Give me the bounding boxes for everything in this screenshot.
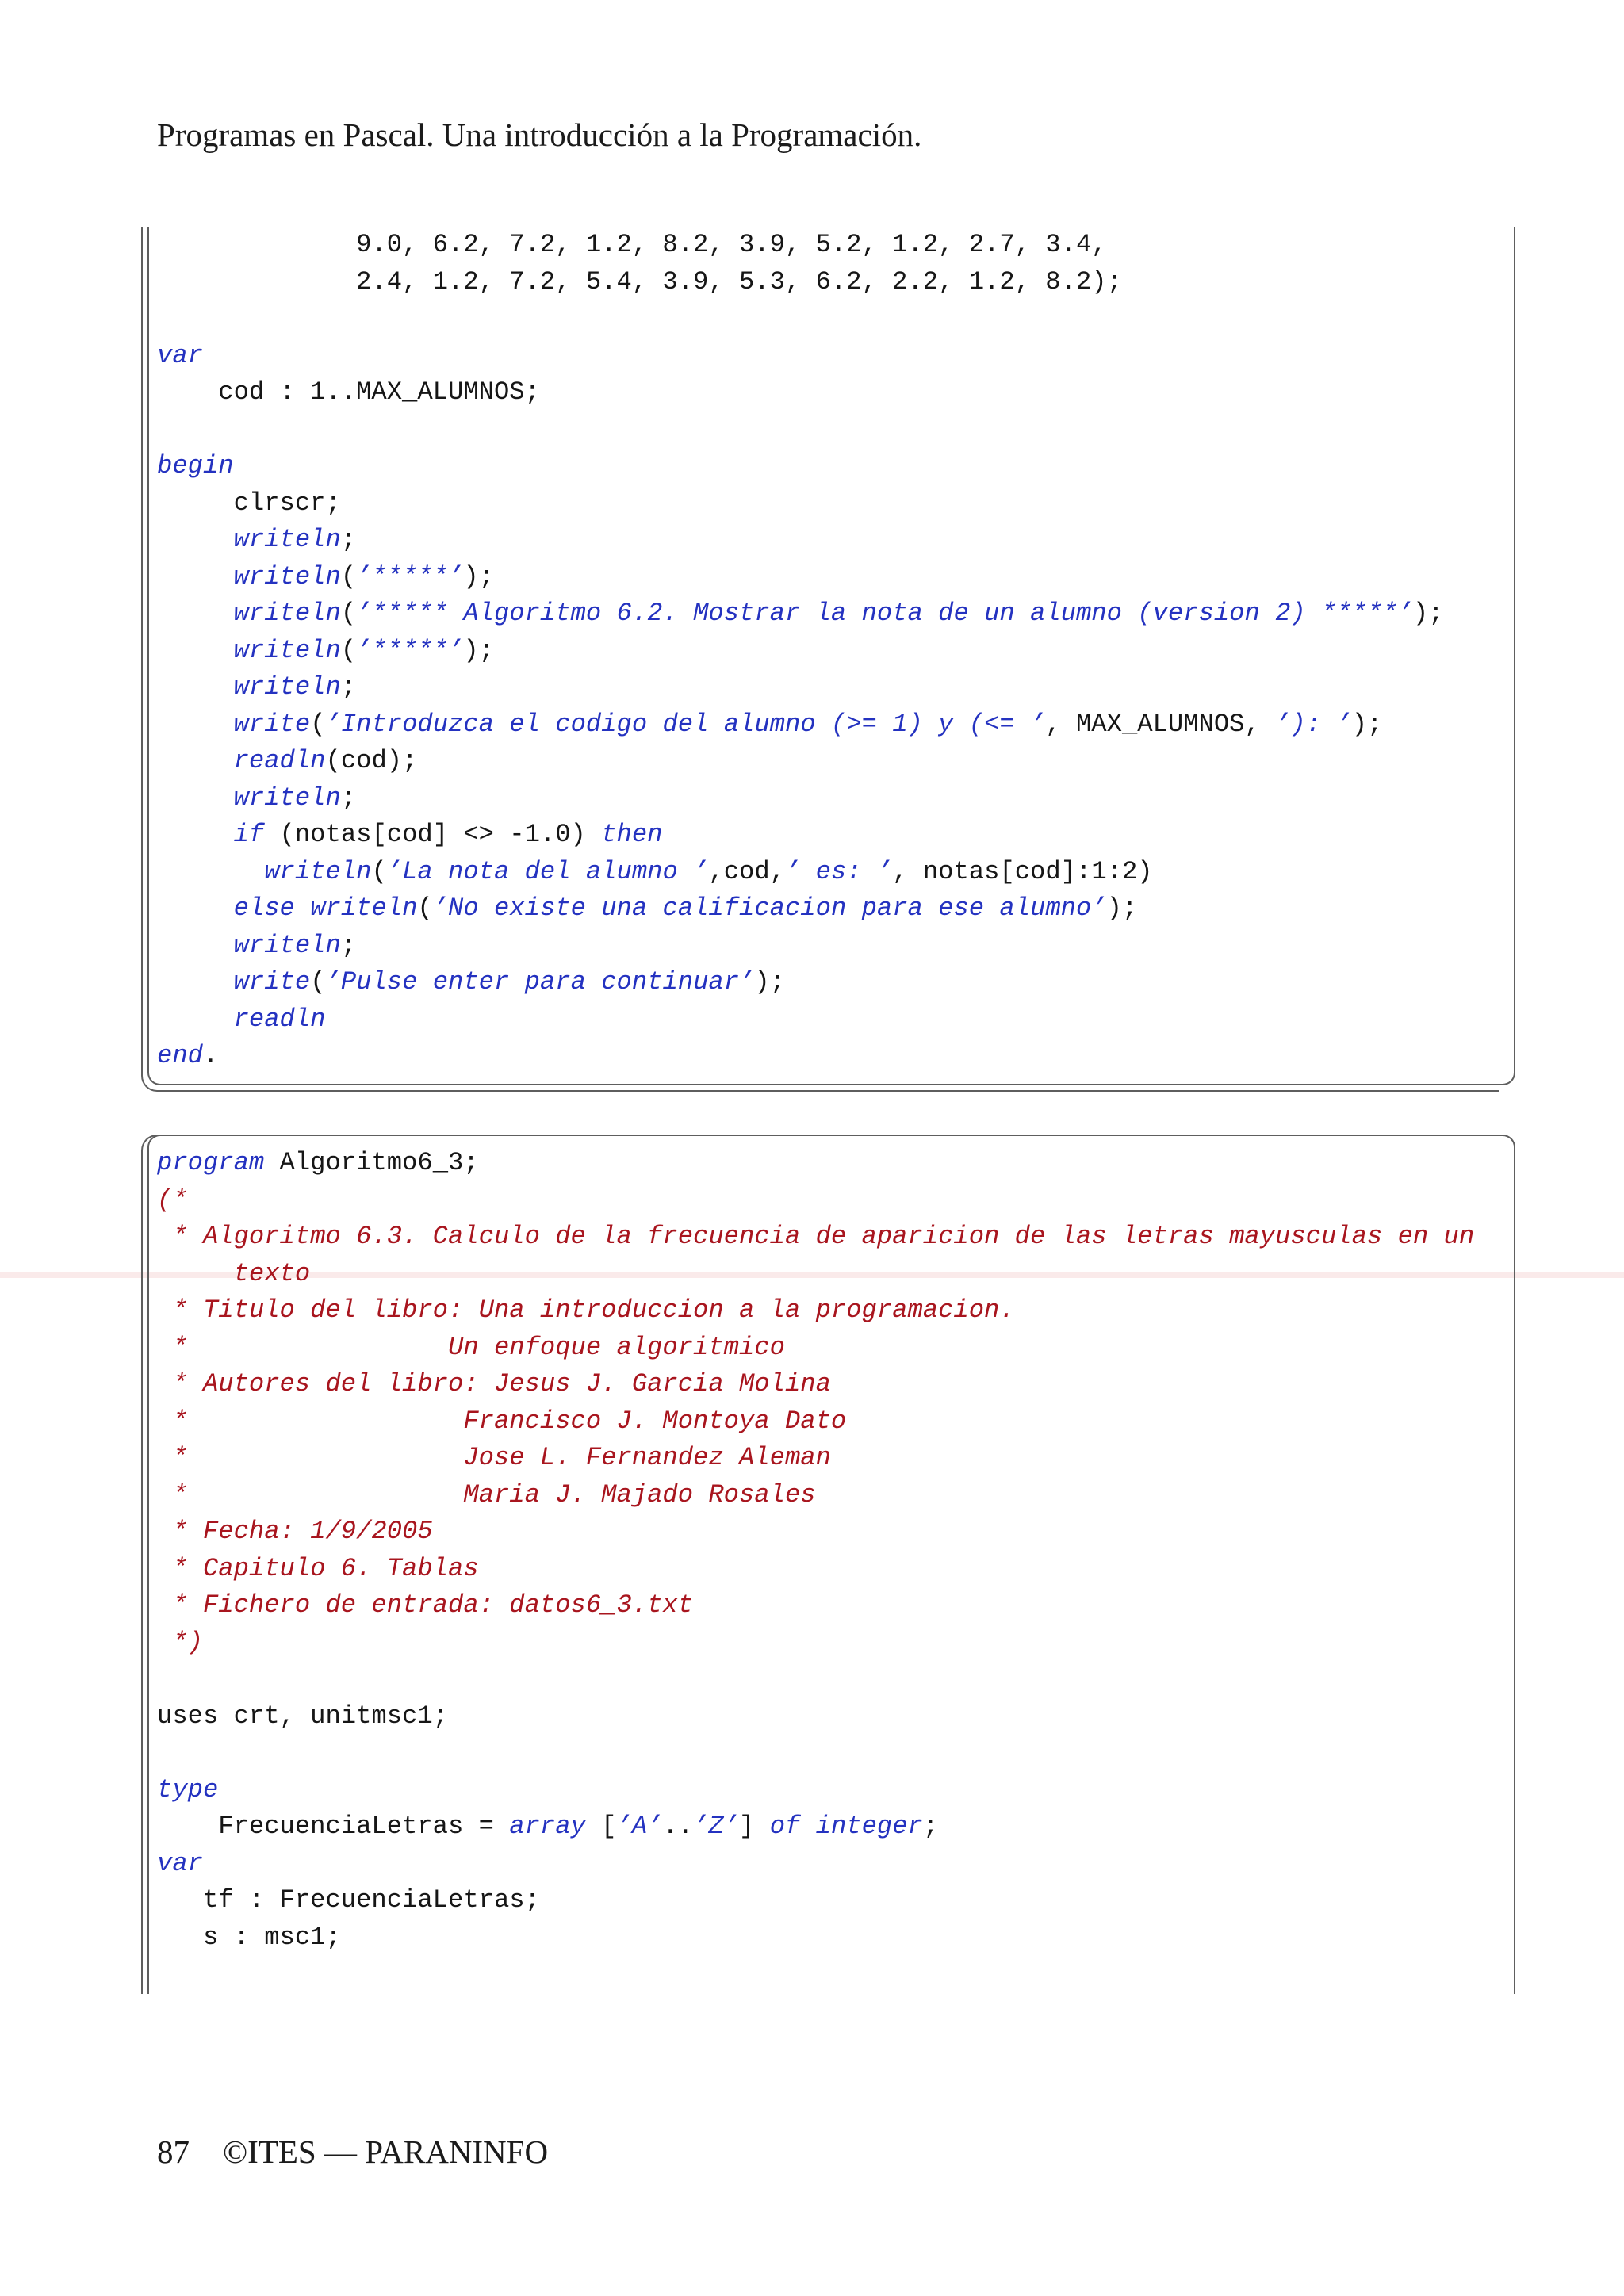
code-text-token: ); [463,635,494,665]
code-line [157,1145,1474,1182]
keyword-token: type [157,1774,219,1804]
code-line [157,1477,1474,1514]
code-text-token: tf : FrecuenciaLetras; [157,1885,540,1915]
code-text-token: clrscr; [157,488,341,518]
code-text-token: ( [417,894,433,923]
code-text-token [157,967,234,997]
keyword-token: writeln [233,930,341,960]
code-line [157,411,1444,449]
code-text-token: ( [340,599,357,628]
code-line [157,1919,1474,1957]
code-line [157,669,1444,706]
code-text-token: ( [340,561,357,591]
keyword-token: if [233,820,265,849]
comment-token: * Capitulo 6. Tablas [157,1553,479,1583]
code-text-token: . [202,1041,219,1070]
keyword-token: writeln [264,856,372,886]
string-literal-token: ’A’ [616,1812,663,1841]
code-line [157,1256,1474,1293]
code-text-token: ); [1106,894,1138,923]
keyword-token: readln [233,1004,326,1034]
code-line [157,1513,1474,1551]
code-line [157,780,1444,817]
code-line [157,854,1444,891]
string-literal-token: ’*****’ [356,635,464,665]
code-line [157,595,1444,633]
keyword-token: begin [157,451,234,480]
code-line [157,559,1444,596]
comment-token: * Jose L. Fernandez Aleman [157,1443,831,1472]
keyword-token: writeln [233,672,341,702]
string-literal-token: ’La nota del alumno ’ [386,856,709,886]
code-text-token: [ [585,1812,617,1841]
string-literal-token: ’***** Algoritmo 6.2. Mostrar la nota de un alumno (version 2) *****’ [356,599,1413,628]
code-text-token [157,857,264,886]
code-line [157,374,1444,411]
code-text-token: ); [463,561,494,591]
code-line [157,264,1444,301]
code-line [157,1366,1474,1403]
keyword-token: readln [233,746,326,775]
code-text-token [157,672,234,702]
code-line [157,633,1444,670]
code-line [157,1182,1474,1219]
keyword-token: write [233,967,311,997]
string-literal-token: ’Introduzca el codigo del alumno (>= 1) y (<= ’ [325,709,1046,739]
code-line [157,338,1444,375]
keyword-token: of [769,1812,801,1841]
code-text-token: 9.0, 6.2, 7.2, 1.2, 8.2, 3.9, 5.2, 1.2, 2.7, 3.4, [157,230,1107,259]
copyright-notice: ©ITES — PARANINFO [223,2133,549,2170]
code-listing-algoritmo-6-2 [157,227,1444,1075]
code-line [157,1735,1474,1772]
comment-token: * Titulo del libro: Una introduccion a la programacion. [157,1295,1015,1325]
code-text-token [157,636,234,665]
code-text-token [157,525,234,554]
code-text-token: , notas[cod]:1:2) [892,856,1153,886]
code-text-token [157,931,234,960]
code-line [157,1440,1474,1477]
code-text-token: ,cod, [708,856,785,886]
keyword-token: write [233,709,311,739]
code-line [157,1292,1474,1330]
string-literal-token: ’Z’ [693,1812,740,1841]
page-number: 87 [157,2133,190,2170]
comment-token: texto [157,1258,311,1288]
code-line [157,743,1444,780]
keyword-token: writeln [233,599,341,628]
code-text-token: Algoritmo6_3; [264,1148,479,1177]
code-line [157,522,1444,559]
code-text-token: (cod); [325,746,418,775]
code-line [157,706,1444,744]
code-text-token: (notas[cod] <> -1.0) [264,820,602,849]
comment-token: * Fichero de entrada: datos6_3.txt [157,1590,694,1620]
code-line [157,1698,1474,1735]
keyword-token: array [509,1812,586,1841]
keyword-token: var [157,1848,203,1878]
string-literal-token: ’): ’ [1275,709,1352,739]
code-line [157,1587,1474,1624]
code-text-token: ); [754,967,785,997]
code-text-token [157,562,234,591]
comment-token: * Maria J. Majado Rosales [157,1479,816,1510]
code-text-token: ( [310,709,326,739]
code-line [157,1551,1474,1588]
comment-token: * Francisco J. Montoya Dato [157,1406,847,1436]
code-line [157,1403,1474,1441]
keyword-token: writeln [233,561,341,591]
keyword-token: program [157,1148,265,1177]
code-text-token: ); [1412,599,1444,628]
code-listing-algoritmo-6-3 [157,1145,1474,1956]
code-text-token [295,894,310,923]
code-text-token: ; [340,672,357,702]
code-text-token: ; [922,1812,939,1841]
code-text-token: , MAX_ALUMNOS, [1045,709,1276,739]
code-text-token: ( [340,635,357,665]
code-text-token: uses crt, unitmsc1; [157,1701,448,1731]
keyword-token: then [601,820,663,849]
code-text-token [157,820,234,849]
string-literal-token: ’No existe una calificacion para ese alumno’ [432,894,1107,923]
code-line [157,928,1444,965]
code-line [157,1882,1474,1919]
running-header: Programas en Pascal. Una introducción a la Programación. [157,117,922,153]
code-text-token: 2.4, 1.2, 7.2, 5.4, 3.9, 5.3, 6.2, 2.2, 1.2, 8.2); [157,266,1122,297]
code-text-token: ; [340,783,357,813]
code-text-token: s : msc1; [157,1922,341,1952]
code-line [157,1219,1474,1256]
code-text-token [157,710,234,739]
code-text-token [157,783,234,813]
code-line [157,1661,1474,1698]
code-line [157,448,1444,485]
code-text-token: FrecuenciaLetras = [157,1812,510,1841]
code-line [157,1330,1474,1367]
code-line [157,890,1444,928]
code-text-token [157,746,234,775]
code-text-token [800,1812,815,1841]
code-line [157,227,1444,264]
code-line [157,1772,1474,1809]
code-text-token [157,599,234,628]
code-text-token: ( [310,967,326,997]
keyword-token: writeln [233,635,341,665]
code-line [157,485,1444,522]
keyword-token: integer [815,1812,923,1841]
keyword-token: writeln [233,783,341,813]
code-text-token [157,1004,234,1034]
comment-token: * Autores del libro: Jesus J. Garcia Molina [157,1369,831,1399]
keyword-token: writeln [310,894,418,923]
keyword-token: else [233,894,295,923]
comment-token: (* [157,1184,188,1215]
code-line [157,1624,1474,1662]
code-text-token: ( [371,856,387,886]
code-line [157,964,1444,1001]
code-text-token: ; [340,930,357,960]
code-line [157,1038,1444,1075]
keyword-token: end [157,1041,203,1070]
code-line [157,817,1444,854]
code-line [157,1846,1474,1883]
comment-token: * Un enfoque algoritmico [157,1332,785,1362]
code-line [157,1001,1444,1039]
code-text-token: ); [1351,709,1383,739]
comment-token: *) [157,1627,203,1657]
code-text-token [157,894,234,923]
code-line [157,1808,1474,1846]
string-literal-token: ’Pulse enter para continuar’ [325,967,755,997]
string-literal-token: ’*****’ [356,561,464,591]
code-text-token: ] [739,1812,770,1841]
comment-token: * Fecha: 1/9/2005 [157,1517,433,1546]
string-literal-token: ’ es: ’ [785,856,893,886]
keyword-token: writeln [233,525,341,554]
code-text-token: cod : 1..MAX_ALUMNOS; [157,377,540,407]
keyword-token: var [157,340,203,370]
code-text-token: ; [340,525,357,554]
code-line [157,300,1444,338]
code-text-token: .. [662,1812,694,1841]
comment-token: * Algoritmo 6.3. Calculo de la frecuencia de aparicion de las letras mayusculas en un [157,1222,1475,1251]
